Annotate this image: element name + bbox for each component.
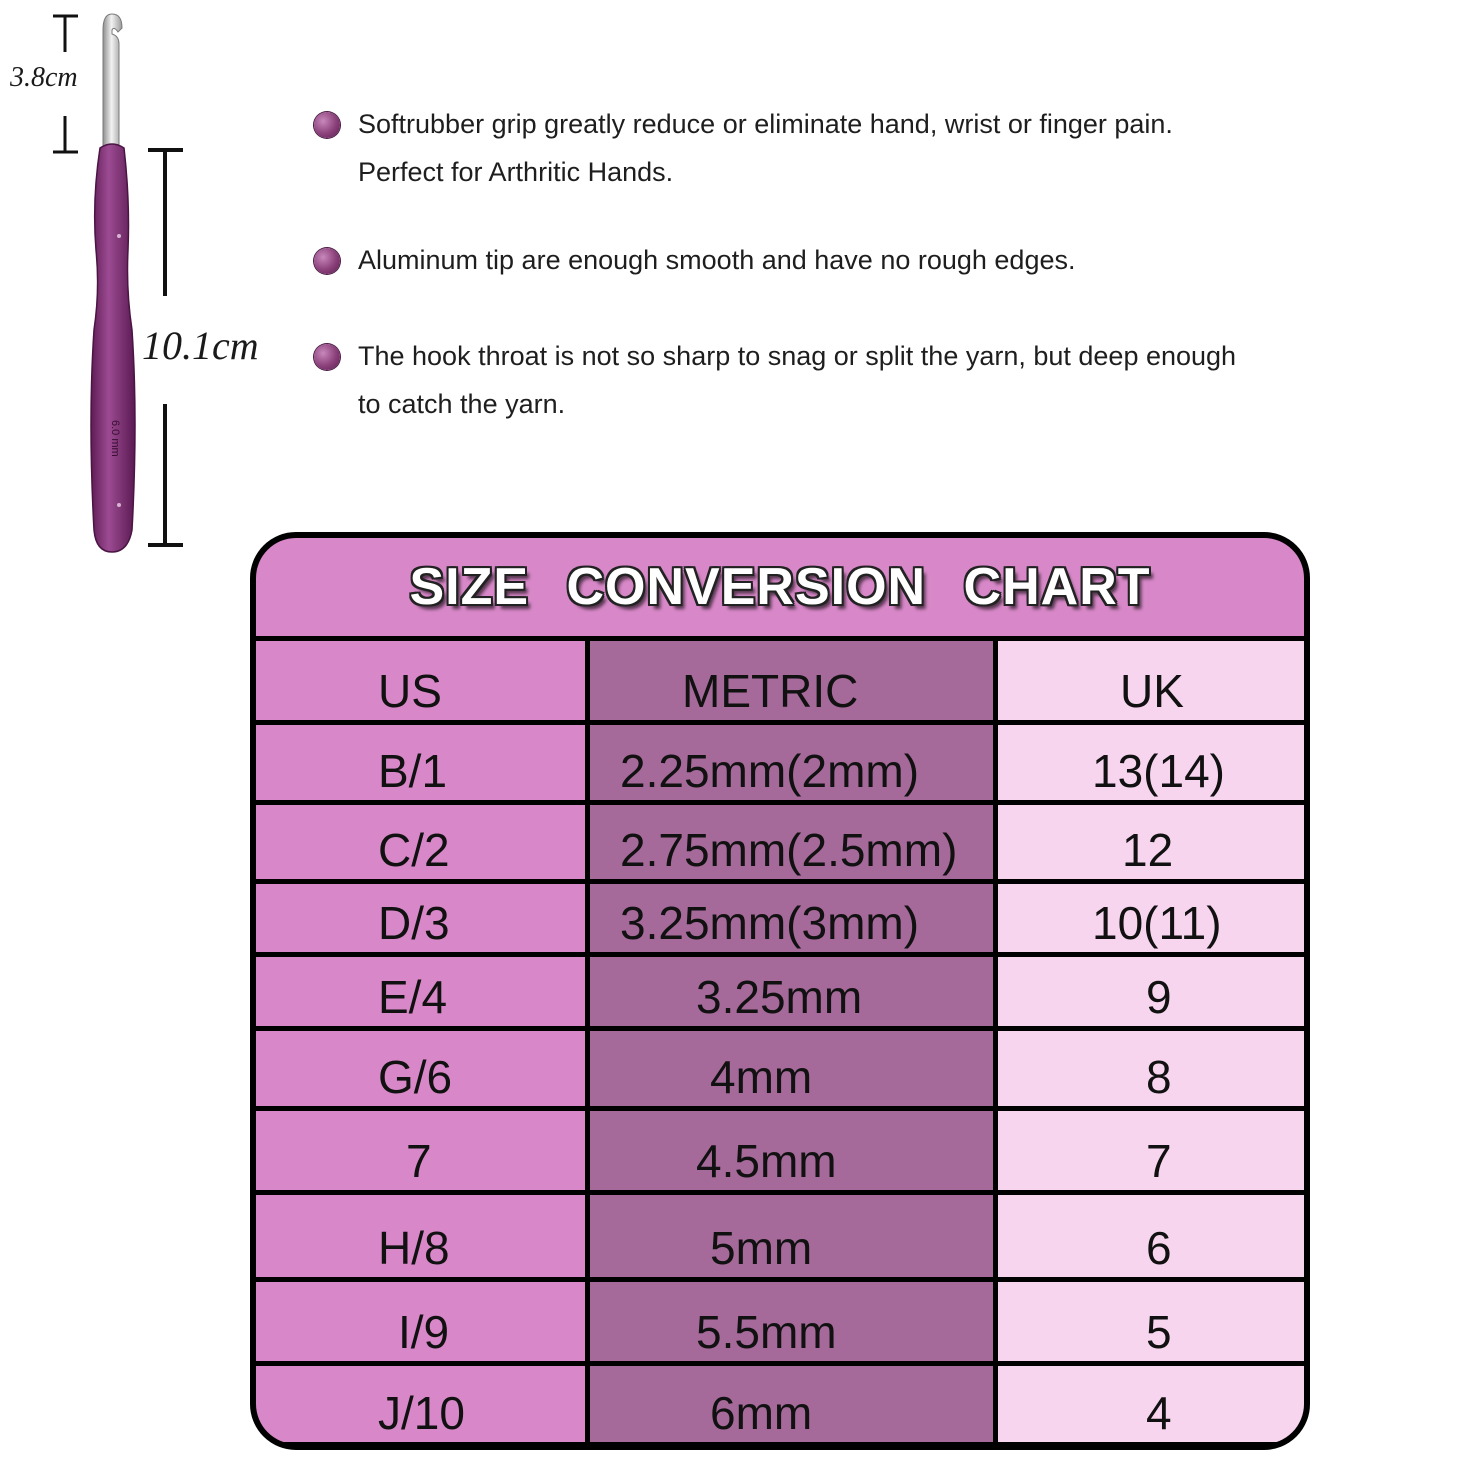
bullet-dot-icon (314, 112, 340, 138)
hook-handle (91, 144, 135, 552)
cell-metric (590, 1031, 998, 1106)
cell-uk (998, 725, 1304, 800)
table-row (256, 1277, 1304, 1361)
cell-us (256, 805, 590, 879)
cell-value-us: B/1 (378, 745, 448, 797)
cell-uk (998, 1282, 1304, 1361)
tip-length-label: 3.8cm (10, 62, 78, 93)
cell-us (256, 1195, 590, 1277)
cell-uk (998, 1031, 1304, 1106)
cell-value-uk: 12 (1122, 824, 1174, 876)
cell-value-uk: 7 (1146, 1135, 1172, 1187)
header-label-metric: METRIC (682, 665, 859, 717)
feature-line: Perfect for Arthritic Hands. (358, 157, 674, 187)
table-row (256, 1361, 1304, 1442)
cell-us (256, 1031, 590, 1106)
feature-item-throat (314, 332, 1236, 428)
feature-item-grip (314, 100, 1173, 196)
cell-value-uk: 9 (1146, 971, 1172, 1023)
cell-uk (998, 957, 1304, 1026)
cell-uk (998, 1195, 1304, 1277)
table-row (256, 1026, 1304, 1106)
hook-figure (0, 0, 310, 560)
header-label-us: US (378, 665, 442, 717)
cell-us (256, 1111, 590, 1190)
cell-metric (590, 1366, 998, 1442)
size-conversion-chart (250, 532, 1310, 1450)
chart-title: SIZE CONVERSION CHART (409, 558, 1151, 616)
cell-value-metric: 5.5mm (696, 1306, 837, 1358)
cell-value-uk: 10(11) (1092, 897, 1222, 949)
hook-tip (103, 14, 122, 150)
table-header-row (256, 636, 1304, 720)
feature-line: Softrubber grip greatly reduce or eliminate hand, wrist or finger pain. (358, 109, 1173, 139)
cell-value-us: E/4 (378, 971, 448, 1023)
cell-value-metric: 4mm (710, 1051, 813, 1103)
cell-us (256, 1282, 590, 1361)
cell-value-metric: 6mm (710, 1387, 813, 1439)
header-cell-us (256, 641, 590, 720)
cell-us (256, 884, 590, 952)
cell-metric (590, 1195, 998, 1277)
cell-us (256, 1366, 590, 1442)
cell-uk (998, 1366, 1304, 1442)
cell-metric (590, 1111, 998, 1190)
cell-metric (590, 884, 998, 952)
cell-value-us: G/6 (378, 1051, 453, 1103)
cell-value-uk: 5 (1146, 1306, 1172, 1358)
bullet-dot-icon (314, 344, 340, 370)
cell-value-metric: 2.25mm(2mm) (620, 745, 920, 797)
hook-size-imprint: 6.0 mm (109, 420, 121, 457)
cell-value-metric: 5mm (710, 1222, 813, 1274)
cell-value-us: D/3 (378, 897, 450, 949)
cell-value-metric: 3.25mm (696, 971, 863, 1023)
chart-table (256, 636, 1304, 1444)
cell-value-metric: 3.25mm(3mm) (620, 897, 920, 949)
cell-us (256, 725, 590, 800)
cell-value-uk: 6 (1146, 1222, 1172, 1274)
cell-value-us: J/10 (378, 1387, 465, 1439)
feature-line: The hook throat is not so sharp to snag or split the yarn, but deep enough (358, 341, 1237, 371)
cell-value-uk: 13(14) (1092, 745, 1225, 797)
cell-metric (590, 725, 998, 800)
table-row (256, 1190, 1304, 1277)
cell-metric (590, 805, 998, 879)
feature-line: to catch the yarn. (358, 389, 566, 419)
cell-value-uk: 8 (1146, 1051, 1172, 1103)
cell-us (256, 957, 590, 1026)
handle-length-label: 10.1cm (142, 323, 259, 368)
cell-value-metric: 2.75mm(2.5mm) (620, 824, 958, 876)
table-row (256, 720, 1304, 800)
chart-title-bar (256, 538, 1304, 636)
cell-metric (590, 957, 998, 1026)
header-cell-metric (590, 641, 998, 720)
cell-value-us: H/8 (378, 1222, 450, 1274)
table-row (256, 952, 1304, 1026)
cell-uk (998, 805, 1304, 879)
cell-value-us: 7 (406, 1135, 432, 1187)
table-row (256, 879, 1304, 952)
feature-item-tip (314, 236, 1075, 284)
table-row (256, 800, 1304, 879)
cell-value-us: C/2 (378, 824, 450, 876)
cell-uk (998, 884, 1304, 952)
feature-line: Aluminum tip are enough smooth and have no rough edges. (358, 245, 1076, 275)
cell-metric (590, 1282, 998, 1361)
cell-uk (998, 1111, 1304, 1190)
header-label-uk: UK (1120, 665, 1184, 717)
cell-value-metric: 4.5mm (696, 1135, 837, 1187)
bullet-dot-icon (314, 248, 340, 274)
table-row (256, 1106, 1304, 1190)
cell-value-us: I/9 (398, 1306, 450, 1358)
cell-value-uk: 4 (1146, 1387, 1172, 1439)
header-cell-uk (998, 641, 1304, 720)
